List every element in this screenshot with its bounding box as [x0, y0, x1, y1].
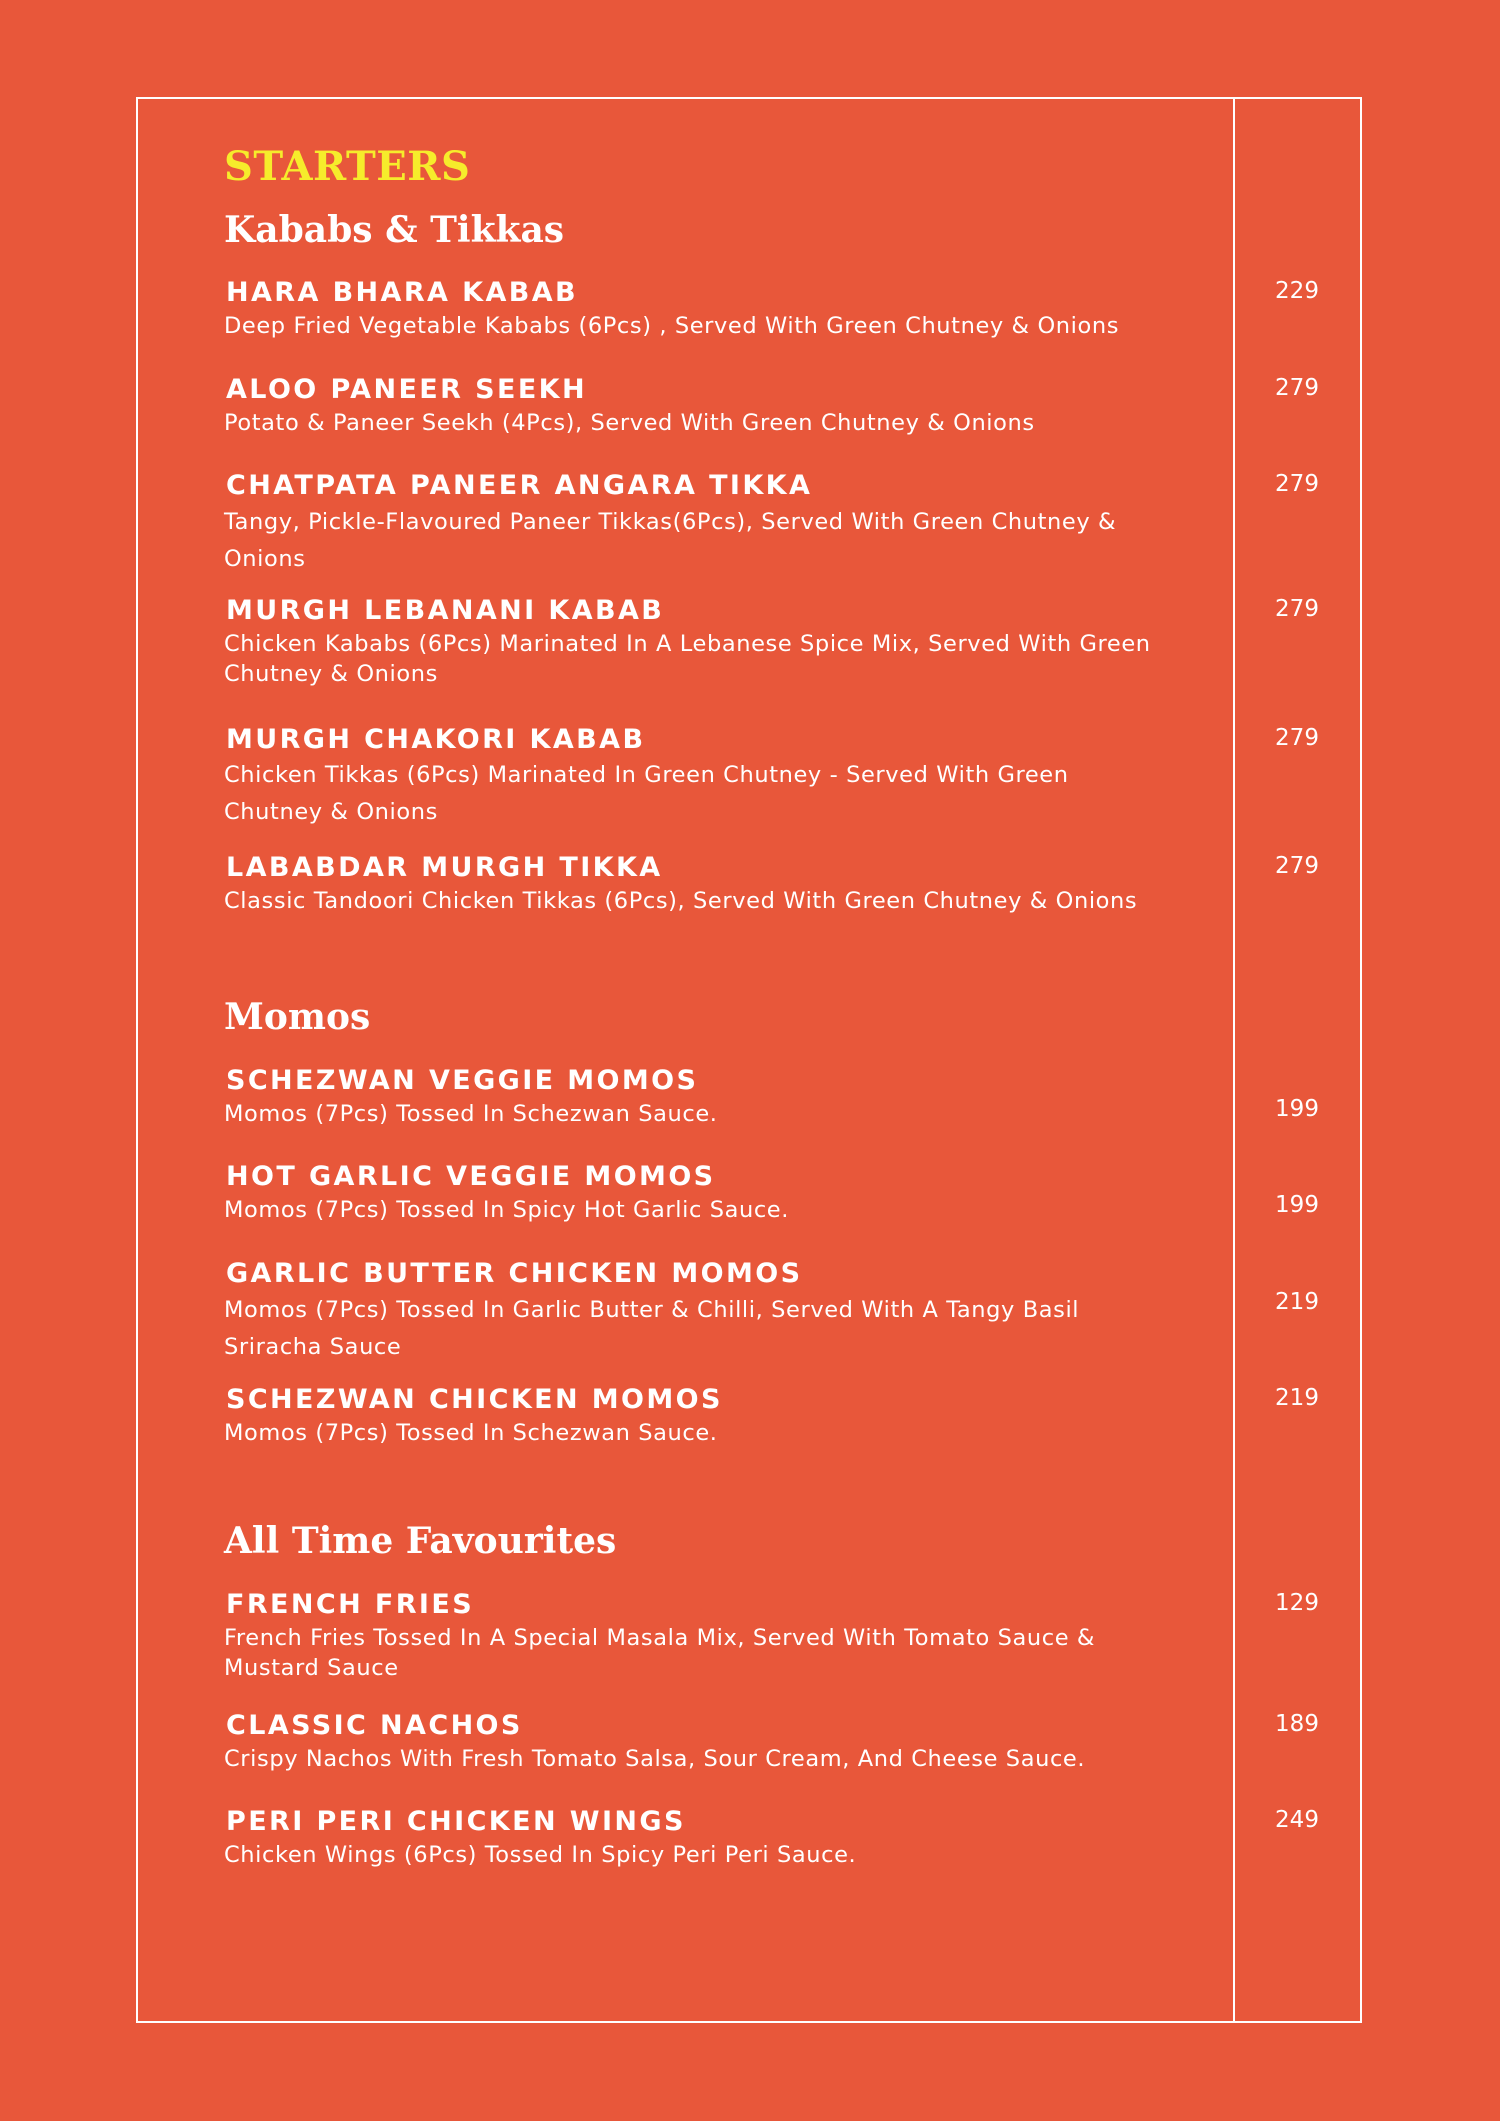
- item-desc-peri-peri-chicken-wings: Chicken Wings (6Pcs) Tossed In Spicy Peri Peri Sauce.: [224, 1842, 857, 1868]
- item-name-schezwan-chicken-momos: SCHEZWAN CHICKEN MOMOS: [226, 1384, 723, 1415]
- item-desc-lababdar-murgh-tikka: Classic Tandoori Chicken Tikkas (6Pcs), Served With Green Chutney & Onions: [224, 888, 1138, 914]
- item-name-peri-peri-chicken-wings: PERI PERI CHICKEN WINGS: [226, 1806, 686, 1837]
- item-desc-hara-bhara-kabab: Deep Fried Vegetable Kababs (6Pcs) , Served With Green Chutney & Onions: [224, 313, 1120, 339]
- item-desc-french-fries: French Fries Tossed In A Special Masala Mix, Served With Tomato Sauce & Mustard Sauce: [224, 1625, 1096, 1681]
- item-desc-classic-nachos: Crispy Nachos With Fresh Tomato Salsa, Sour Cream, And Cheese Sauce.: [224, 1746, 1086, 1772]
- item-desc-schezwan-veggie-momos: Momos (7Pcs) Tossed In Schezwan Sauce.: [224, 1101, 718, 1127]
- item-desc-garlic-butter-chicken-momos: Momos (7Pcs) Tossed In Garlic Butter & Chilli, Served With A Tangy Basil Sriracha Sauce: [224, 1297, 1080, 1360]
- menu-title: STARTERS: [224, 143, 471, 190]
- item-name-french-fries: FRENCH FRIES: [226, 1589, 475, 1620]
- item-name-hara-bhara-kabab: HARA BHARA KABAB: [226, 277, 579, 308]
- item-price-aloo-paneer-seekh: 279: [1275, 375, 1319, 401]
- item-price-murgh-chakori-kabab: 279: [1275, 725, 1319, 751]
- section-title-all-time-favourites: All Time Favourites: [224, 1520, 617, 1562]
- item-desc-schezwan-chicken-momos: Momos (7Pcs) Tossed In Schezwan Sauce.: [224, 1420, 718, 1446]
- item-desc-murgh-chakori-kabab: Chicken Tikkas (6Pcs) Marinated In Green Chutney - Served With Green Chutney & Onions: [224, 762, 1069, 825]
- section-title-kababs-tikkas: Kababs & Tikkas: [224, 209, 565, 251]
- price-column-divider: [1233, 97, 1235, 2023]
- item-name-chatpata-paneer-angara-tikka: CHATPATA PANEER ANGARA TIKKA: [226, 470, 813, 501]
- item-name-hot-garlic-veggie-momos: HOT GARLIC VEGGIE MOMOS: [226, 1161, 716, 1192]
- item-price-hara-bhara-kabab: 229: [1275, 278, 1319, 304]
- section-title-momos: Momos: [224, 996, 371, 1038]
- item-price-garlic-butter-chicken-momos: 219: [1275, 1289, 1319, 1315]
- item-name-garlic-butter-chicken-momos: GARLIC BUTTER CHICKEN MOMOS: [226, 1258, 803, 1289]
- item-name-murgh-lebanani-kabab: MURGH LEBANANI KABAB: [226, 595, 665, 626]
- item-price-lababdar-murgh-tikka: 279: [1275, 853, 1319, 879]
- item-name-lababdar-murgh-tikka: LABABDAR MURGH TIKKA: [226, 852, 663, 883]
- item-name-aloo-paneer-seekh: ALOO PANEER SEEKH: [226, 374, 587, 405]
- item-name-schezwan-veggie-momos: SCHEZWAN VEGGIE MOMOS: [226, 1065, 699, 1096]
- item-price-french-fries: 129: [1275, 1590, 1319, 1616]
- item-price-peri-peri-chicken-wings: 249: [1275, 1807, 1319, 1833]
- item-desc-aloo-paneer-seekh: Potato & Paneer Seekh (4Pcs), Served With Green Chutney & Onions: [224, 410, 1035, 436]
- item-name-murgh-chakori-kabab: MURGH CHAKORI KABAB: [226, 724, 646, 755]
- item-desc-hot-garlic-veggie-momos: Momos (7Pcs) Tossed In Spicy Hot Garlic Sauce.: [224, 1197, 789, 1223]
- item-price-chatpata-paneer-angara-tikka: 279: [1275, 471, 1319, 497]
- item-price-classic-nachos: 189: [1275, 1711, 1319, 1737]
- item-price-schezwan-veggie-momos: 199: [1275, 1096, 1319, 1122]
- item-price-murgh-lebanani-kabab: 279: [1275, 596, 1319, 622]
- item-price-hot-garlic-veggie-momos: 199: [1275, 1192, 1319, 1218]
- item-name-classic-nachos: CLASSIC NACHOS: [226, 1710, 523, 1741]
- item-price-schezwan-chicken-momos: 219: [1275, 1385, 1319, 1411]
- item-desc-murgh-lebanani-kabab: Chicken Kababs (6Pcs) Marinated In A Lebanese Spice Mix, Served With Green Chutney & Onions: [224, 631, 1151, 687]
- item-desc-chatpata-paneer-angara-tikka: Tangy, Pickle-Flavoured Paneer Tikkas(6Pcs), Served With Green Chutney & Onions: [224, 509, 1117, 572]
